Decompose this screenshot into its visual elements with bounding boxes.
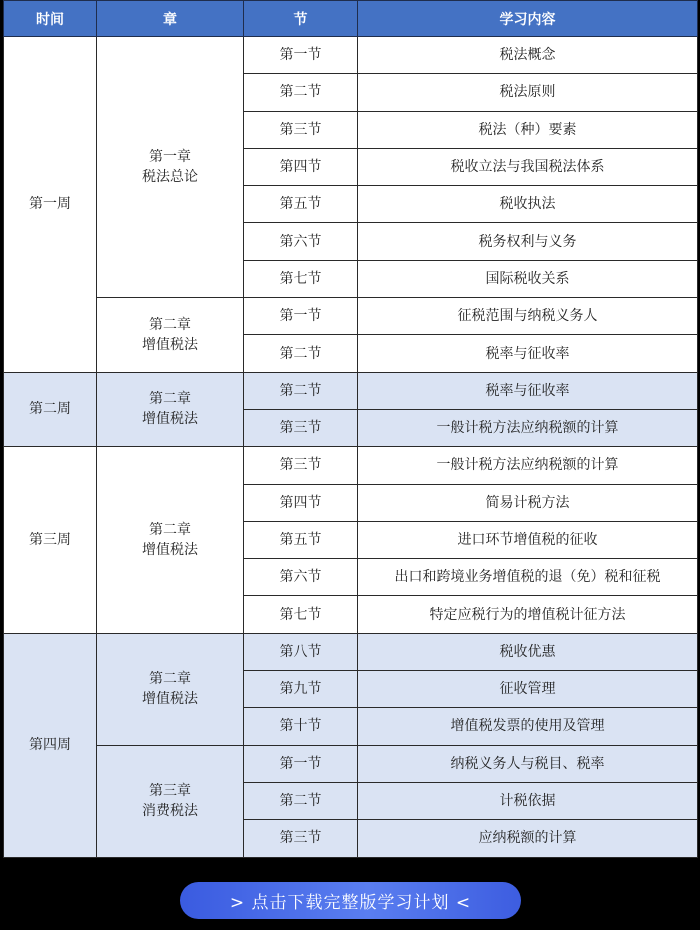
download-full-plan-button[interactable]: > 点击下载完整版学习计划 < [180,882,521,919]
section-cell: 第四节 [244,484,358,521]
section-cell: 第一节 [244,745,358,782]
section-cell: 第一节 [244,298,358,335]
chapter-title: 增值税法 [142,691,198,708]
content-cell: 增值税发票的使用及管理 [358,708,698,745]
section-cell: 第二节 [244,335,358,372]
section-cell: 第六节 [244,559,358,596]
chapter-cell [97,745,244,857]
section-cell: 第八节 [244,633,358,670]
section-cell: 第二节 [244,782,358,819]
section-cell: 第二节 [244,372,358,409]
content-cell: 国际税收关系 [358,260,698,297]
week-cell: 第一周 [4,37,97,373]
section-cell: 第三节 [244,820,358,857]
header-time: 时间 [4,1,97,37]
table-row [4,372,698,409]
chapter-title: 增值税法 [142,411,198,428]
content-cell: 简易计税方法 [358,484,698,521]
chapter-cell [97,298,244,373]
study-plan-table [3,0,698,858]
chapter-cell [97,37,244,298]
chapter-number: 第三章 [149,783,191,800]
chapter-cell [97,633,244,745]
section-cell: 第六节 [244,223,358,260]
content-cell: 征收管理 [358,671,698,708]
table-row [4,633,698,670]
chapter-number: 第二章 [149,316,191,333]
header-chapter: 章 [97,1,244,37]
content-cell: 税收执法 [358,186,698,223]
section-cell: 第三节 [244,409,358,446]
section-cell: 第九节 [244,671,358,708]
content-cell: 征税范围与纳税义务人 [358,298,698,335]
content-cell: 税法（种）要素 [358,111,698,148]
content-cell: 计税依据 [358,782,698,819]
content-cell: 税率与征收率 [358,335,698,372]
chapter-title: 税法总论 [142,169,198,186]
content-cell: 税收优惠 [358,633,698,670]
table-row [4,745,698,782]
content-cell: 进口环节增值税的征收 [358,521,698,558]
content-cell: 一般计税方法应纳税额的计算 [358,409,698,446]
week-cell: 第二周 [4,372,97,447]
section-cell: 第一节 [244,37,358,74]
table-row [4,447,698,484]
section-cell: 第三节 [244,111,358,148]
content-cell: 税法原则 [358,74,698,111]
chapter-number: 第二章 [149,671,191,688]
content-cell: 税率与征收率 [358,372,698,409]
content-cell: 出口和跨境业务增值税的退（免）税和征税 [358,559,698,596]
chapter-title: 增值税法 [142,542,198,558]
content-cell: 一般计税方法应纳税额的计算 [358,447,698,484]
section-cell: 第三节 [244,447,358,484]
section-cell: 第七节 [244,596,358,633]
chapter-title: 消费税法 [142,803,198,820]
content-cell: 税收立法与我国税法体系 [358,148,698,185]
table-header-row [4,1,698,37]
content-cell: 应纳税额的计算 [358,820,698,857]
section-cell: 第五节 [244,521,358,558]
content-cell: 税法概念 [358,37,698,74]
chapter-cell [97,372,244,447]
header-content: 学习内容 [358,1,698,37]
section-cell: 第二节 [244,74,358,111]
content-cell: 特定应税行为的增值税计征方法 [358,596,698,633]
chapter-cell [97,447,244,633]
section-cell: 第四节 [244,148,358,185]
header-section: 节 [244,1,358,37]
chapter-title: 增值税法 [142,336,198,353]
table-row [4,298,698,335]
week-cell: 第四周 [4,633,97,857]
table-row [4,37,698,74]
section-cell: 第十节 [244,708,358,745]
week-cell: 第三周 [4,447,97,633]
section-cell: 第七节 [244,260,358,297]
content-cell: 税务权利与义务 [358,223,698,260]
chapter-number: 第二章 [149,391,191,408]
chapter-number: 第二章 [149,522,191,538]
section-cell: 第五节 [244,186,358,223]
content-cell: 纳税义务人与税目、税率 [358,745,698,782]
chapter-number: 第一章 [149,149,191,166]
